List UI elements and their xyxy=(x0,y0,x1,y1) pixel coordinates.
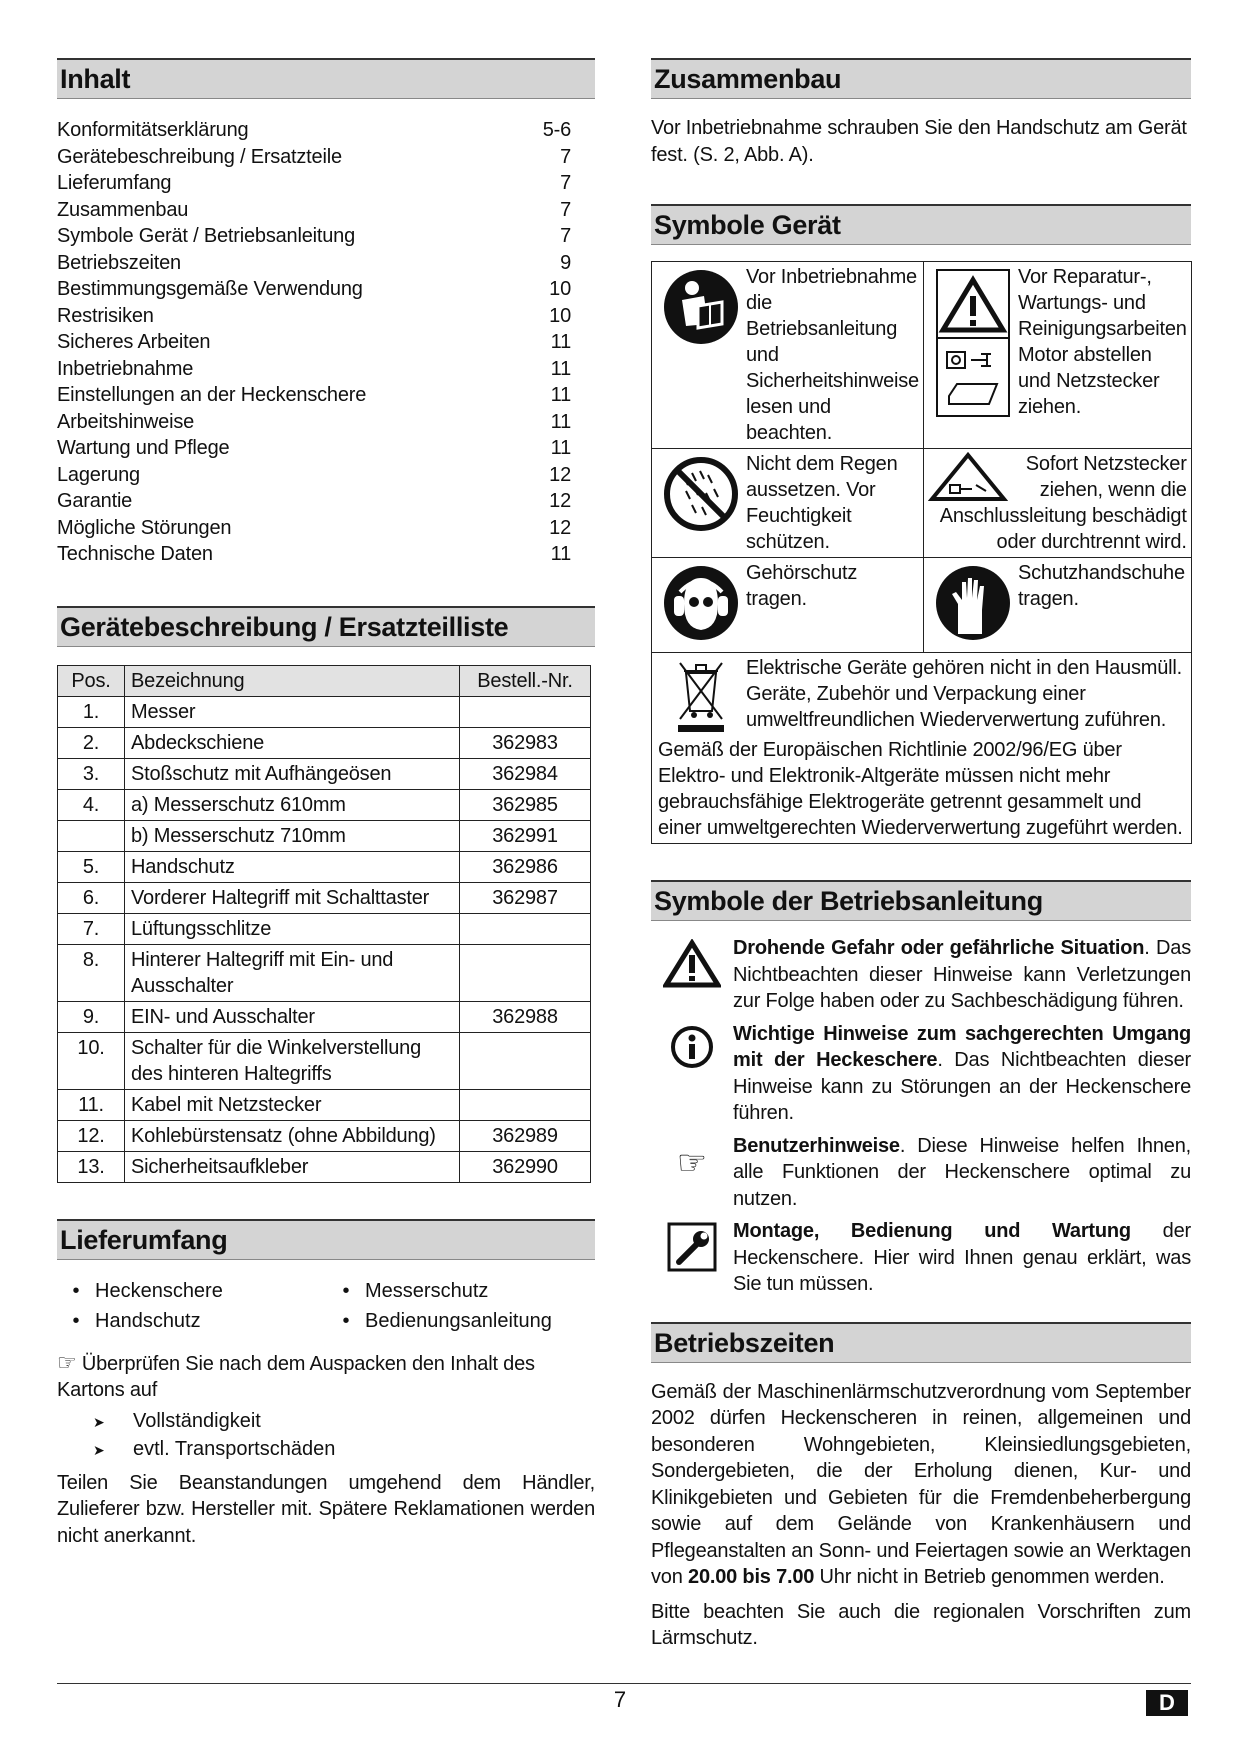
section-heading-symbole-geraet: Symbole Gerät xyxy=(651,204,1191,245)
toc-row xyxy=(57,303,595,330)
symbol-rest: . Das Nichtbeachten dieser Hinweise kann zu Störungen an der Heckenschere führen. xyxy=(733,1049,1191,1124)
cell-name: a) Messerschutz 610mm xyxy=(125,789,460,820)
toc-page: 9 xyxy=(560,251,571,274)
toc-row xyxy=(57,488,595,515)
table-row xyxy=(58,820,591,851)
list-item xyxy=(651,1021,1191,1127)
toc-page: 11 xyxy=(550,384,571,406)
table-row xyxy=(58,882,591,913)
toc-row xyxy=(57,515,595,542)
waste-bin-crossed-icon xyxy=(656,655,746,737)
section-heading-parts: Gerätebeschreibung / Ersatzteilliste xyxy=(57,606,595,647)
delivery-list xyxy=(57,1276,595,1336)
cell-nr xyxy=(460,913,591,944)
toc-page: 11 xyxy=(550,357,571,380)
damaged-cable-icon xyxy=(928,451,1014,503)
cell-name: b) Messerschutz 710mm xyxy=(125,820,460,851)
table-row xyxy=(58,789,591,820)
toc-label: Gerätebeschreibung / Ersatzteile xyxy=(57,145,342,168)
pointing-hand-icon: ☞ xyxy=(57,1349,77,1375)
table-row xyxy=(58,1032,591,1089)
section-heading-inhalt: Inhalt xyxy=(57,58,595,99)
toc-row xyxy=(57,276,595,303)
cell-nr: 362983 xyxy=(460,727,591,758)
cell-pos: 12. xyxy=(58,1120,125,1151)
cell-name: Abdeckschiene xyxy=(125,727,460,758)
toc-page: 7 xyxy=(560,145,571,168)
toc-row xyxy=(57,117,595,144)
cell-pos: 9. xyxy=(58,1001,125,1032)
section-heading-symbole-anleitung: Symbole der Betriebsanleitung xyxy=(651,880,1191,921)
cell-nr: 362986 xyxy=(460,851,591,882)
cell-pos: 5. xyxy=(58,851,125,882)
warning-triangle-icon xyxy=(651,935,733,1015)
toc-page: 11 xyxy=(550,543,571,565)
unpack-hint-text: Überprüfen Sie nach dem Auspacken den Inhalt des Kartons auf xyxy=(57,1352,535,1401)
check-list xyxy=(93,1408,595,1464)
toc-label: Mögliche Störungen xyxy=(57,516,232,539)
cell-name: Schalter für die Winkelverstellung des hinteren Haltegriffs xyxy=(125,1032,460,1089)
toc-row xyxy=(57,144,595,171)
unpack-hint xyxy=(57,1350,595,1404)
toc-label: Sicheres Arbeiten xyxy=(57,331,211,353)
assembly-text: Vor Inbetriebnahme schrauben Sie den Handschutz am Gerät fest. (S. 2, Abb. A). xyxy=(651,117,1187,166)
symbol-text: Gehörschutz tragen. xyxy=(746,562,858,610)
cell-name: Kohlebürstensatz (ohne Abbildung) xyxy=(125,1120,460,1151)
toc-label: Konformitätserklärung xyxy=(57,119,249,141)
device-symbols-table xyxy=(651,261,1192,844)
wrench-icon xyxy=(651,1218,733,1298)
column-header-pos: Pos. xyxy=(58,665,125,696)
toc-row xyxy=(57,409,595,436)
operating-times-hours: 20.00 bis 7.00 xyxy=(688,1566,815,1588)
symbol-rest: der Heckenschere. Hier wird Ihnen genau erklärt, was Sie tun müssen. xyxy=(733,1220,1191,1295)
toc-page: 7 xyxy=(560,225,571,247)
cell-pos xyxy=(58,820,125,851)
toc-row xyxy=(57,170,595,197)
toc-label: Betriebszeiten xyxy=(57,251,181,274)
cell-name: Stoßschutz mit Aufhängeösen xyxy=(125,758,460,789)
cell-pos: 11. xyxy=(58,1089,125,1120)
cell-nr: 362985 xyxy=(460,789,591,820)
toc-page: 12 xyxy=(549,516,571,539)
column-header-name: Bezeichnung xyxy=(125,665,460,696)
toc-label: Lieferumfang xyxy=(57,172,172,194)
list-item xyxy=(651,935,1191,1015)
toc-label: Inbetriebnahme xyxy=(57,357,194,380)
toc-label: Lagerung xyxy=(57,463,140,486)
cell-pos: 8. xyxy=(58,944,125,1001)
list-item: • Heckenschere xyxy=(57,1276,327,1306)
toc-page: 11 xyxy=(550,410,571,433)
symbol-bold: Drohende Gefahr oder gefährliche Situation xyxy=(733,937,1145,959)
ear-protection-icon xyxy=(656,560,746,642)
footer-divider xyxy=(57,1683,1191,1684)
table-row xyxy=(58,944,591,1001)
cell-nr xyxy=(460,1089,591,1120)
symbol-bold: Wichtige Hinweise zum sachgerechten Umgang mit der Heckeschere xyxy=(733,1022,1191,1071)
cell-nr: 362989 xyxy=(460,1120,591,1151)
no-rain-icon xyxy=(656,451,746,555)
cell-pos: 13. xyxy=(58,1151,125,1182)
toc-page: 12 xyxy=(549,463,571,486)
cell-pos: 10. xyxy=(58,1032,125,1089)
toc-row xyxy=(57,250,595,277)
toc-page: 7 xyxy=(560,198,571,221)
right-column xyxy=(651,58,1191,1652)
table-row xyxy=(58,1089,591,1120)
noise-regulation-text: Bitte beachten Sie auch die regionalen Vorschriften zum Lärmschutz. xyxy=(651,1600,1191,1649)
symbol-bold: Benutzerhinweise xyxy=(733,1134,900,1157)
toc-row xyxy=(57,356,595,383)
directive-text: Gemäß der Europäischen Richtlinie 2002/96/EG über Elektro- und Elektronik-Altgeräte müssen nicht mehr gebrauchsfähige Elektrogeräte getrennt gesammelt und einer umweltgerechten Wiederverwertung zugeführt werden. xyxy=(658,739,1183,839)
toc-label: Zusammenbau xyxy=(57,198,189,221)
warning-unplug-icon xyxy=(928,264,1018,420)
toc-label: Einstellungen an der Heckenschere xyxy=(57,384,367,406)
symbol-text: Vor Inbetriebnahme die Betriebsanleitung und Sicherheitshinweise lesen und beachten. xyxy=(746,266,919,444)
toc-page: 7 xyxy=(560,172,571,194)
symbol-bold: Montage, Bedienung und Wartung xyxy=(733,1220,1131,1242)
symbol-rest: . Diese Hinweise helfen Ihnen, alle Funktionen der Heckenschere optimal zu nutzen. xyxy=(733,1134,1191,1210)
toc-label: Wartung und Pflege xyxy=(57,437,230,459)
cell-pos: 7. xyxy=(58,913,125,944)
toc-label: Bestimmungsgemäße Verwendung xyxy=(57,278,363,300)
list-item xyxy=(651,1133,1191,1213)
operating-times-p1-end: Uhr nicht in Betrieb genommen werden. xyxy=(814,1566,1165,1588)
table-row xyxy=(58,1120,591,1151)
table-row xyxy=(58,1001,591,1032)
cell-name: EIN- und Ausschalter xyxy=(125,1001,460,1032)
cell-pos: 1. xyxy=(58,696,125,727)
gloves-icon xyxy=(928,560,1018,642)
toc-page: 5-6 xyxy=(542,119,571,141)
cell-name: Hinterer Haltegriff mit Ein- und Ausschalter xyxy=(125,944,460,1001)
cell-pos: 4. xyxy=(58,789,125,820)
toc-row xyxy=(57,435,595,462)
table-row xyxy=(58,1151,591,1182)
toc-label: Arbeitshinweise xyxy=(57,410,195,433)
cell-name: Vorderer Haltegriff mit Schalttaster xyxy=(125,882,460,913)
operating-times-p1-start: Gemäß der Maschinenlärmschutzverordnung vom September 2002 dürfen Heckenscheren in reinen, allgemeinen und besonderen Wohngebieten, Kleinsiedlungsgebieten, Sondergebieten, die der Erholung dienen, Kur- und Klinikgebieten und Gebieten für die Fremdenbeherbergung sowie auf dem Gelände von Krankenhäusern und Pflegeanstalten an Sonn- und Feiertagen sowie an Werktagen von xyxy=(651,1380,1191,1588)
list-item: • Handschutz xyxy=(57,1306,327,1336)
toc-row xyxy=(57,329,595,356)
cell-name: Lüftungsschlitze xyxy=(125,913,460,944)
cell-name: Messer xyxy=(125,696,460,727)
symbol-text: Schutzhandschuhe tragen. xyxy=(1017,562,1185,610)
toc-page: 11 xyxy=(550,331,571,353)
toc-row xyxy=(57,382,595,409)
table-row xyxy=(58,913,591,944)
table-of-contents xyxy=(57,117,595,568)
list-item: • Bedienungsanleitung xyxy=(327,1306,587,1336)
cell-nr: 362984 xyxy=(460,758,591,789)
column-header-nr: Bestell.-Nr. xyxy=(460,665,591,696)
cell-pos: 6. xyxy=(58,882,125,913)
toc-row xyxy=(57,223,595,250)
toc-page: 12 xyxy=(549,490,571,512)
cell-pos: 2. xyxy=(58,727,125,758)
symbol-text: Vor Reparatur-, Wartungs- und Reinigungsarbeiten Motor abstellen und Netzstecker ziehen. xyxy=(1017,266,1187,418)
toc-page: 10 xyxy=(549,304,571,327)
table-row xyxy=(58,851,591,882)
list-item: ➤ evtl. Transportschäden xyxy=(93,1436,595,1464)
operating-times-text xyxy=(651,1379,1191,1591)
symbol-text: Elektrische Geräte gehören nicht in den Hausmüll. Geräte, Zubehör und Verpackung einer umweltfreundlichen Wiederverwertung zuführen. xyxy=(746,657,1182,731)
toc-row xyxy=(57,462,595,489)
symbol-text: Sofort Netzstecker ziehen, wenn die Anschlussleitung beschädigt oder durchtrennt wird. xyxy=(939,453,1187,553)
cell-nr xyxy=(460,1032,591,1089)
cell-nr: 362990 xyxy=(460,1151,591,1182)
page-number: 7 xyxy=(613,1687,627,1712)
manual-symbols-list xyxy=(651,935,1191,1298)
pointing-hand-icon: ☞ xyxy=(676,1143,708,1182)
section-heading-lieferumfang: Lieferumfang xyxy=(57,1219,595,1260)
table-row xyxy=(58,696,591,727)
section-heading-betriebszeiten: Betriebszeiten xyxy=(651,1322,1191,1363)
left-column xyxy=(57,58,595,1549)
cell-name: Sicherheitsaufkleber xyxy=(125,1151,460,1182)
toc-label: Garantie xyxy=(57,490,133,512)
cell-pos: 3. xyxy=(58,758,125,789)
toc-row xyxy=(57,197,595,224)
cell-nr xyxy=(460,944,591,1001)
symbol-text: Nicht dem Regen aussetzen. Vor Feuchtigkeit schützen. xyxy=(746,453,898,553)
toc-label: Symbole Gerät / Betriebsanleitung xyxy=(57,225,356,247)
table-row xyxy=(58,727,591,758)
parts-table xyxy=(57,665,591,1183)
section-heading-zusammenbau: Zusammenbau xyxy=(651,58,1191,99)
cell-nr: 362987 xyxy=(460,882,591,913)
toc-label: Restrisiken xyxy=(57,304,154,327)
symbol-rest: . Das Nichtbeachten dieser Hinweise kann Verletzungen zur Folge haben oder zu Sachbeschädigung führen. xyxy=(733,937,1191,1012)
toc-page: 10 xyxy=(549,278,571,300)
list-item: • Messerschutz xyxy=(327,1276,587,1306)
toc-label: Technische Daten xyxy=(57,543,213,565)
table-row xyxy=(58,758,591,789)
cell-nr: 362988 xyxy=(460,1001,591,1032)
list-item xyxy=(651,1218,1191,1298)
language-badge: D xyxy=(1146,1690,1188,1716)
cell-nr xyxy=(460,696,591,727)
toc-row xyxy=(57,541,595,568)
cell-nr: 362991 xyxy=(460,820,591,851)
cell-name: Handschutz xyxy=(125,851,460,882)
toc-page: 11 xyxy=(550,437,571,459)
info-icon xyxy=(651,1021,733,1127)
read-manual-icon xyxy=(656,264,746,446)
complaint-note: Teilen Sie Beanstandungen umgehend dem Händler, Zulieferer bzw. Hersteller mit. Spätere Reklamationen werden nicht anerkannt. xyxy=(57,1471,595,1547)
list-item: ➤ Vollständigkeit xyxy=(93,1408,595,1436)
cell-name: Kabel mit Netzstecker xyxy=(125,1089,460,1120)
